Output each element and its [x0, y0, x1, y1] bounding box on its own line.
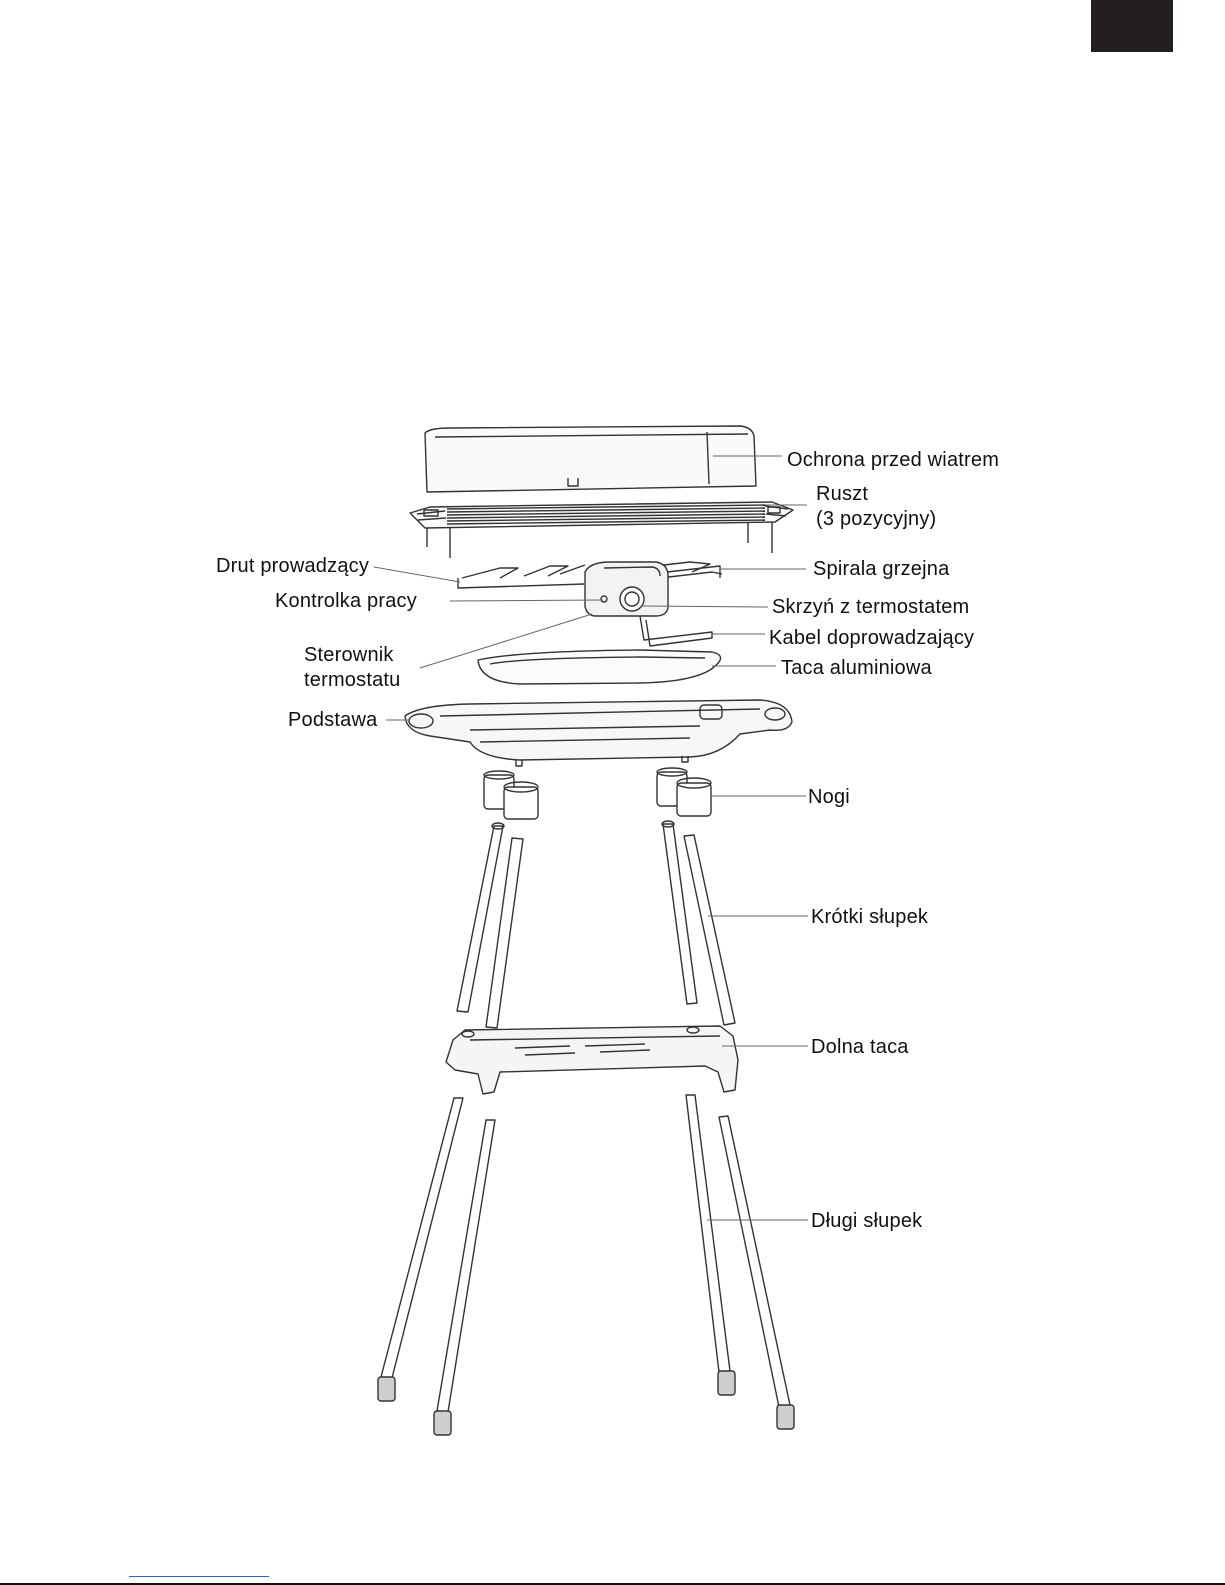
feet-parts: [484, 768, 711, 819]
grate-part: [410, 502, 793, 558]
label-controller-line2: termostatu: [304, 669, 401, 691]
label-guide-wire: Drut prowadzący: [216, 555, 370, 577]
label-indicator: Kontrolka pracy: [275, 590, 417, 612]
label-thermostat-controller: [304, 643, 400, 693]
label-power-cable: Kabel doprowadzający: [769, 627, 975, 649]
label-lower-tray: Dolna taca: [811, 1036, 909, 1058]
short-posts-parts: [457, 821, 735, 1028]
label-aluminium-tray: Taca aluminiowa: [781, 657, 932, 679]
windshield-part: [425, 426, 756, 492]
label-grate-line1: Ruszt: [816, 483, 869, 505]
label-heating-coil: Spirala grzejna: [813, 558, 950, 580]
label-short-post: Krótki słupek: [811, 906, 929, 928]
aluminium-tray-part: [478, 650, 721, 684]
label-windshield: Ochrona przed wiatrem: [787, 449, 1000, 471]
label-grate: [816, 482, 936, 532]
label-feet: Nogi: [808, 786, 850, 808]
label-long-post: Długi słupek: [811, 1210, 923, 1232]
label-base: Podstawa: [288, 709, 378, 731]
label-thermostat-box: Skrzyń z termostatem: [772, 596, 970, 618]
footer-link-underline: [129, 1576, 269, 1577]
long-posts-parts: [378, 1095, 794, 1435]
label-controller-line1: Sterownik: [304, 644, 394, 666]
lower-tray-part: [446, 1026, 738, 1094]
label-grate-line2: (3 pozycyjny): [816, 508, 937, 530]
base-part: [405, 700, 792, 766]
